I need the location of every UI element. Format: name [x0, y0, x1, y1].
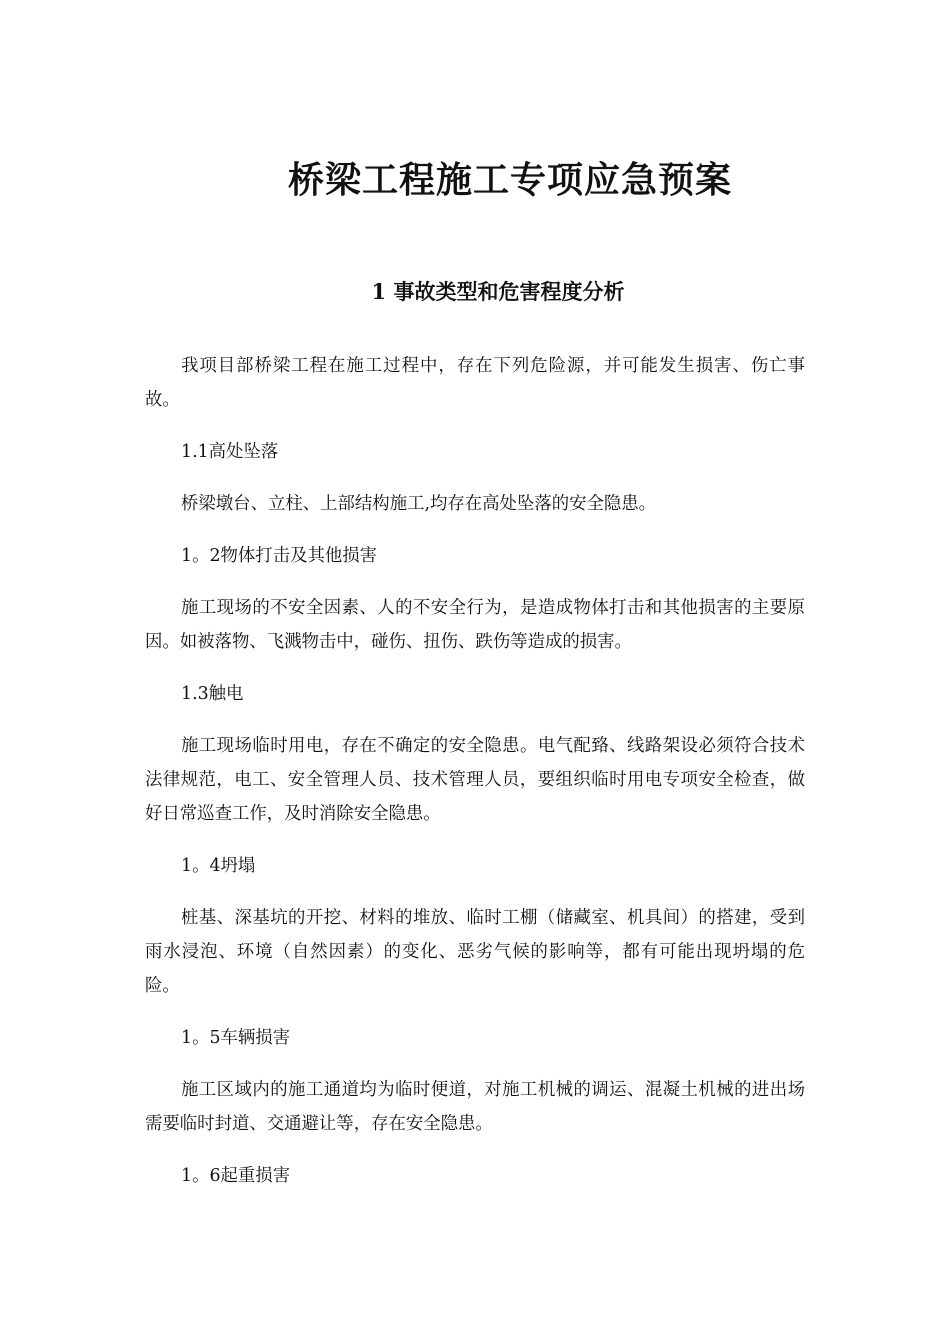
paragraph-fall: 桥梁墩台、立柱、上部结构施工,均存在高处坠落的安全隐患。: [181, 494, 657, 514]
section-heading: 1 事故类型和危害程度分析: [371, 279, 625, 304]
subsection-heading-collapse: 1。4坍塌: [181, 856, 256, 876]
subsection-heading-fall: 1.1高处坠落: [181, 442, 279, 462]
subsection-heading-lifting: 1。6起重损害: [181, 1166, 291, 1186]
subsection-heading-object-strike: 1。2物体打击及其他损害: [181, 546, 378, 566]
paragraph-vehicle: 施工区域内的施工通道均为临时便道，对施工机械的调运、混凝土机械的进出场需要临时封道、交通避让等，存在安全隐患。: [145, 1080, 805, 1134]
paragraph-object-strike: 施工现场的不安全因素、人的不安全行为，是造成物体打击和其他损害的主要原因。如被落物、飞溅物击中，碰伤、扭伤、跌伤等造成的损害。: [145, 598, 805, 652]
document-body: [145, 349, 805, 1211]
subsection-heading-vehicle: 1。5车辆损害: [181, 1028, 291, 1048]
paragraph-electric-shock: 施工现场临时用电，存在不确定的安全隐患。电气配臵、线路架设必须符合技术法律规范，电工、安全管理人员、技术管理人员，要组织临时用电专项安全检查，做好日常巡查工作，及时消除安全隐患。: [145, 736, 805, 824]
document-title: 桥梁工程施工专项应急预案: [287, 159, 732, 201]
paragraph-collapse: 桩基、深基坑的开挖、材料的堆放、临时工棚（储藏室、机具间）的搭建，受到雨水浸泡、环境（自然因素）的变化、恶劣气候的影响等，都有可能出现坍塌的危险。: [145, 908, 805, 996]
subsection-heading-electric-shock: 1.3触电: [181, 684, 244, 704]
intro-paragraph: 我项目部桥梁工程在施工过程中，存在下列危险源，并可能发生损害、伤亡事故。: [145, 356, 805, 410]
